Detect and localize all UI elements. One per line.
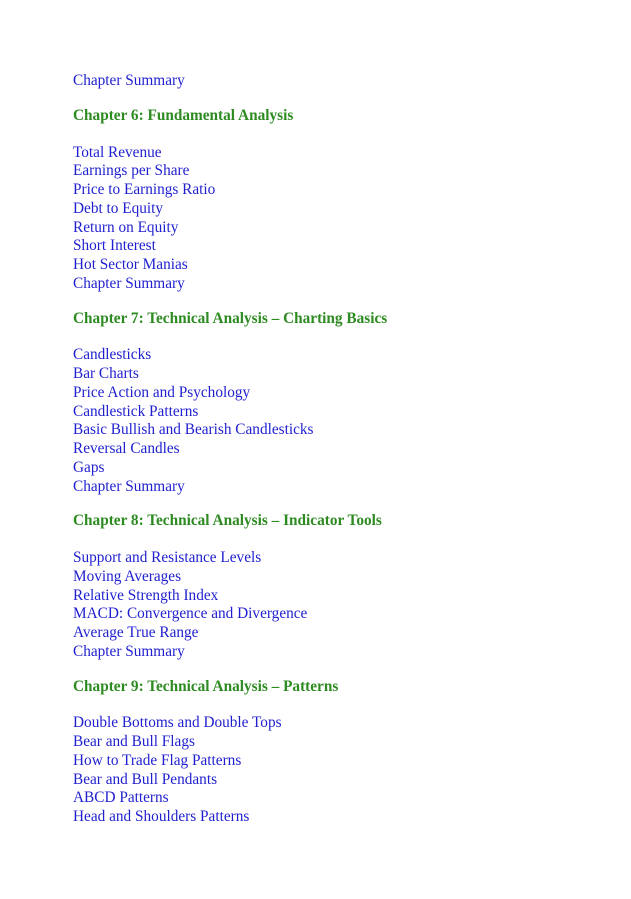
toc-link[interactable]: Bear and Bull Pendants xyxy=(73,770,218,788)
toc-link[interactable]: Bar Charts xyxy=(73,365,139,382)
toc-link[interactable]: Hot Sector Manias xyxy=(73,256,188,273)
toc-link-chapter5-summary[interactable]: Chapter Summary xyxy=(73,72,185,89)
toc-link[interactable]: Debt to Equity xyxy=(73,199,164,217)
table-of-contents xyxy=(73,72,611,827)
chapter-section xyxy=(73,310,611,497)
toc-link[interactable]: Price to Earnings Ratio xyxy=(73,181,216,198)
toc-link[interactable]: Reversal Candles xyxy=(73,440,180,457)
toc-link[interactable]: Candlesticks xyxy=(73,346,152,364)
toc-link[interactable]: Chapter Summary xyxy=(73,274,185,292)
toc-link[interactable]: Candlestick Patterns xyxy=(73,402,199,420)
toc-link[interactable]: How to Trade Flag Patterns xyxy=(73,751,242,769)
toc-link[interactable]: Gaps xyxy=(73,458,105,476)
toc-link[interactable]: Double Bottoms and Double Tops xyxy=(73,714,282,732)
toc-link[interactable]: Head and Shoulders Patterns xyxy=(73,808,250,825)
toc-link[interactable]: Return on Equity xyxy=(73,218,179,236)
toc-link[interactable]: Total Revenue xyxy=(73,143,162,161)
chapter-section xyxy=(73,107,611,294)
toc-link[interactable]: ABCD Patterns xyxy=(73,789,169,807)
chapter-heading: Chapter 8: Technical Analysis – Indicator Tools xyxy=(73,512,382,530)
toc-link[interactable]: Earnings per Share xyxy=(73,162,190,180)
toc-link[interactable]: Chapter Summary xyxy=(73,642,185,660)
chapter-section xyxy=(73,678,611,827)
chapter-heading: Chapter 9: Technical Analysis – Patterns xyxy=(73,677,339,695)
toc-link[interactable]: Basic Bullish and Bearish Candlesticks xyxy=(73,421,314,439)
chapter-heading: Chapter 7: Technical Analysis – Charting Basics xyxy=(73,309,388,327)
toc-link[interactable]: Short Interest xyxy=(73,237,156,255)
toc-link[interactable]: Moving Averages xyxy=(73,567,182,585)
toc-link[interactable]: MACD: Convergence and Divergence xyxy=(73,605,308,623)
toc-link[interactable]: Relative Strength Index xyxy=(73,586,219,604)
toc-link[interactable]: Average True Range xyxy=(73,624,199,641)
toc-link[interactable]: Chapter Summary xyxy=(73,477,185,495)
chapter-heading: Chapter 6: Fundamental Analysis xyxy=(73,106,294,124)
toc-link[interactable]: Bear and Bull Flags xyxy=(73,733,195,750)
toc-link[interactable]: Support and Resistance Levels xyxy=(73,549,262,566)
toc-link[interactable]: Price Action and Psychology xyxy=(73,383,251,401)
chapter-section xyxy=(73,512,611,661)
